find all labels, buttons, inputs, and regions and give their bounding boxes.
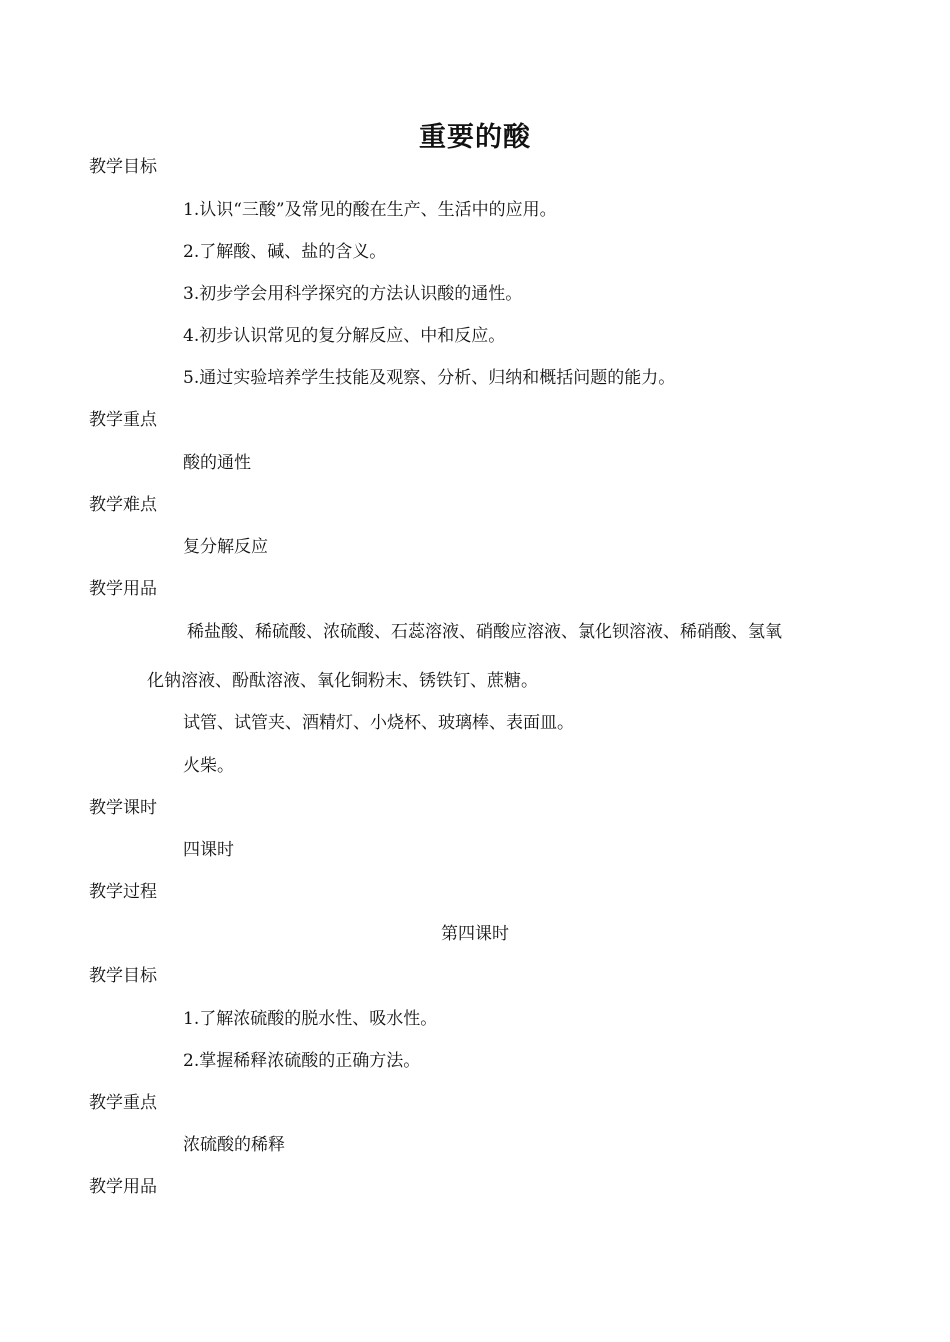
objective-item: 3.初步学会用科学探究的方法认识酸的通性。 (183, 284, 523, 304)
process-heading: 教学过程 (89, 882, 157, 902)
objective-item: 4.初步认识常见的复分解反应、中和反应。 (183, 326, 506, 346)
document-title: 重要的酸 (419, 122, 531, 153)
lesson-objective-item: 1.了解浓硫酸的脱水性、吸水性。 (183, 1009, 438, 1029)
objective-item: 5.通过实验培养学生技能及观察、分析、归纳和概括问题的能力。 (183, 368, 676, 388)
lesson-objectives-heading: 教学目标 (89, 966, 157, 986)
lesson-key-point-text: 浓硫酸的稀释 (183, 1135, 285, 1155)
objective-item: 2.了解酸、碱、盐的含义。 (183, 242, 387, 262)
materials-line: 试管、试管夹、酒精灯、小烧杯、玻璃棒、表面皿。 (183, 713, 574, 733)
difficulty-heading: 教学难点 (89, 495, 157, 515)
objectives-heading: 教学目标 (89, 157, 157, 177)
materials-line: 火柴。 (183, 756, 234, 776)
materials-line: 稀盐酸、稀硫酸、浓硫酸、石蕊溶液、硝酸应溶液、氯化钡溶液、稀硝酸、氢氧 (187, 622, 782, 642)
key-point-heading: 教学重点 (89, 410, 157, 430)
lesson-objective-item: 2.掌握稀释浓硫酸的正确方法。 (183, 1051, 421, 1071)
lesson-heading: 第四课时 (441, 924, 509, 944)
materials-heading: 教学用品 (89, 579, 157, 599)
key-point-text: 酸的通性 (183, 453, 251, 473)
hours-text: 四课时 (183, 840, 234, 860)
difficulty-text: 复分解反应 (183, 537, 268, 557)
lesson-materials-heading: 教学用品 (89, 1177, 157, 1197)
materials-line: 化钠溶液、酚酞溶液、氧化铜粉末、锈铁钉、蔗糖。 (147, 671, 538, 691)
objective-item: 1.认识“三酸”及常见的酸在生产、生活中的应用。 (183, 200, 557, 220)
hours-heading: 教学课时 (89, 798, 157, 818)
lesson-key-point-heading: 教学重点 (89, 1093, 157, 1113)
